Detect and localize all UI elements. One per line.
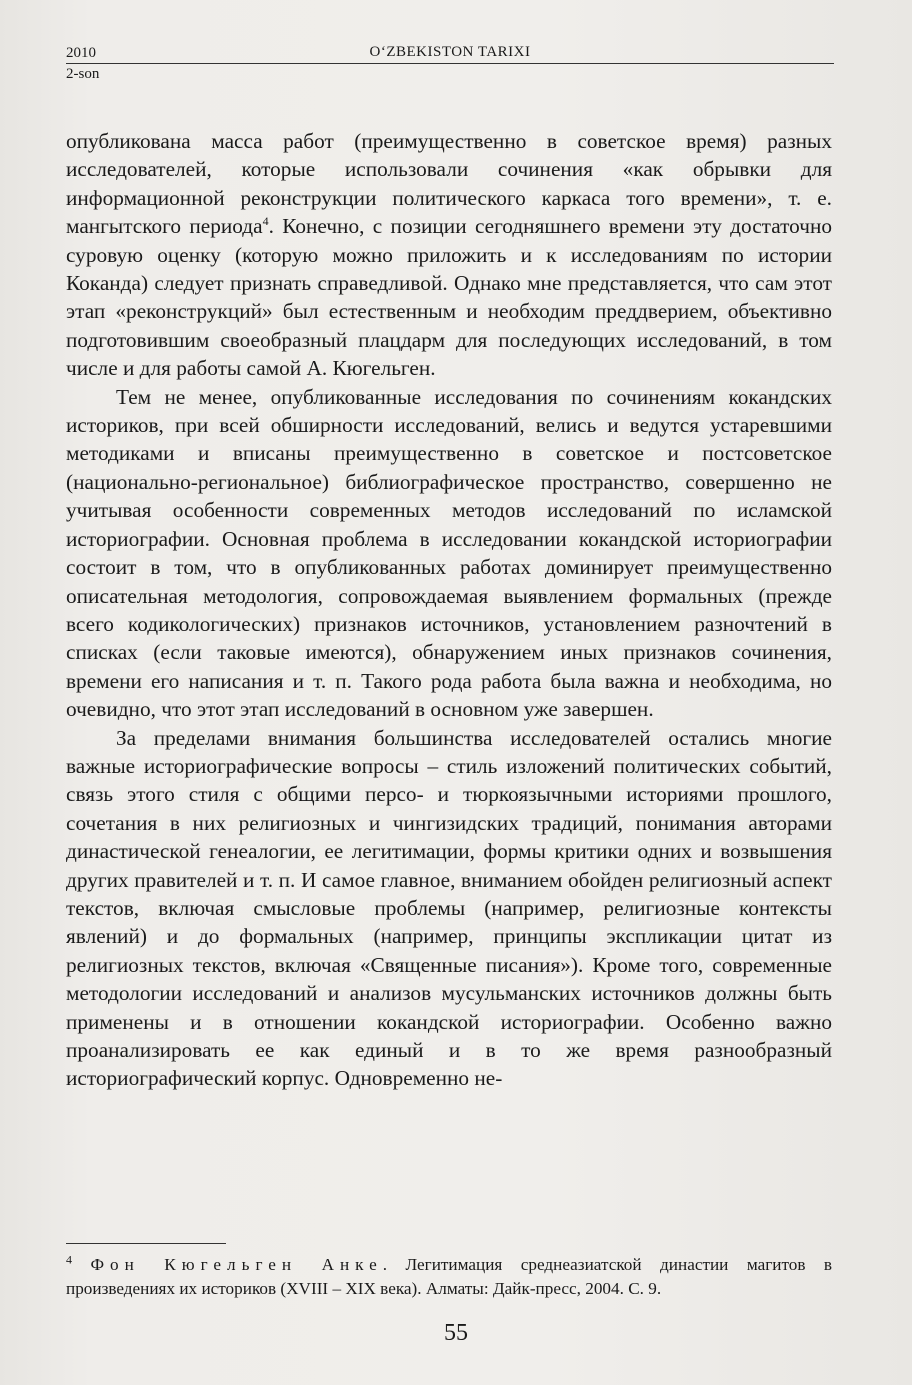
footnote-author: Фон Кюгельген Анке xyxy=(90,1255,383,1274)
page-number: 55 xyxy=(444,1320,468,1346)
paragraph-1 xyxy=(66,127,832,383)
header-rule xyxy=(66,63,834,64)
footnote-text: . Легитимация среднеазиатской династии магитов в произведениях их историков (XVIII – XIX века). Алматы: Дайк-пресс, 2004. С. 9. xyxy=(66,1255,833,1298)
paragraph-1-tail: . Конечно, с позиции сегодняшнего времени эту достаточно суровую оценку (которую можно приложить и к исследованиям по истории Коканда) следует признать справедливой. Однако мне представляется, что сам этот этап «реконструкций» был естественным и необходим преддверием, объективно подготовившим своеобразный плацдарм для последующих исследований, в том числе и для работы самой А. Кюгельген. xyxy=(66,214,832,381)
paragraph-3: За пределами внимания большинства исследователей остались многие важные историографические вопросы – стиль изложений политических событий, связь этого стиля с общими персо- и тюркоязычными историями прошлого, сочетания в них религиозных и чингизидских традиций, понимания авторами династической генеалогии, ее легитимации, формы критики одних и возвышения других правителей и т. п. И самое главное, вниманием обойден религиозный аспект текстов, включая смысловые проблемы (например, религиозные контексты явлений) и до формальных (например, принципы экспликации цитат из религиозных текстов, включая «Священные писания»). Кроме того, современные методологии исследований и анализов мусульманских источников должны быть применены и в отношении кокандской историографии. Особенно важно проанализировать ее как единый и в то же время разнообразный историографический корпус. Одновременно не- xyxy=(66,725,832,1091)
footnote-separator xyxy=(66,1243,226,1244)
paragraph-1-text: опубликована масса работ (преимущественно в советское время) разных исследователей, которые использовали сочинения «как обрывки для информационной реконструкции политического каркаса того времени», т. е. мангытского периода xyxy=(66,129,832,239)
header-journal-title: O‘ZBEKISTON TARIXI xyxy=(369,44,531,60)
running-header xyxy=(66,40,834,83)
footnote xyxy=(66,1253,832,1301)
header-year: 2010 xyxy=(66,45,96,61)
paragraph-2: Тем не менее, опубликованные исследования по сочинениям кокандских историков, при всей обширности исследований, велись и ведутся устаревшими методиками и вписаны преимущественно в советское и постсоветское (национально-региональное) библиографическое пространство, совершенно не учитывая особенности современных методов исследований по исламской историографии. Основная проблема в исследовании кокандской историографии состоит в том, что в опубликованных работах доминирует преимущественно описательная методология, сопровождаемая выявлением формальных (прежде всего кодикологических) признаков источников, установлением разночтений в списках (если таковые имеются), обнаружением иных признаков сочинения, времени его написания и т. п. Такого рода работа была важна и необходима, но очевидно, что этот этап исследований в основном уже завершен. xyxy=(66,384,832,722)
footnote-mark: 4 xyxy=(66,1252,72,1267)
footnote-reference: 4 xyxy=(262,214,269,229)
header-issue: 2-son xyxy=(66,66,100,82)
body-text xyxy=(66,127,832,1093)
